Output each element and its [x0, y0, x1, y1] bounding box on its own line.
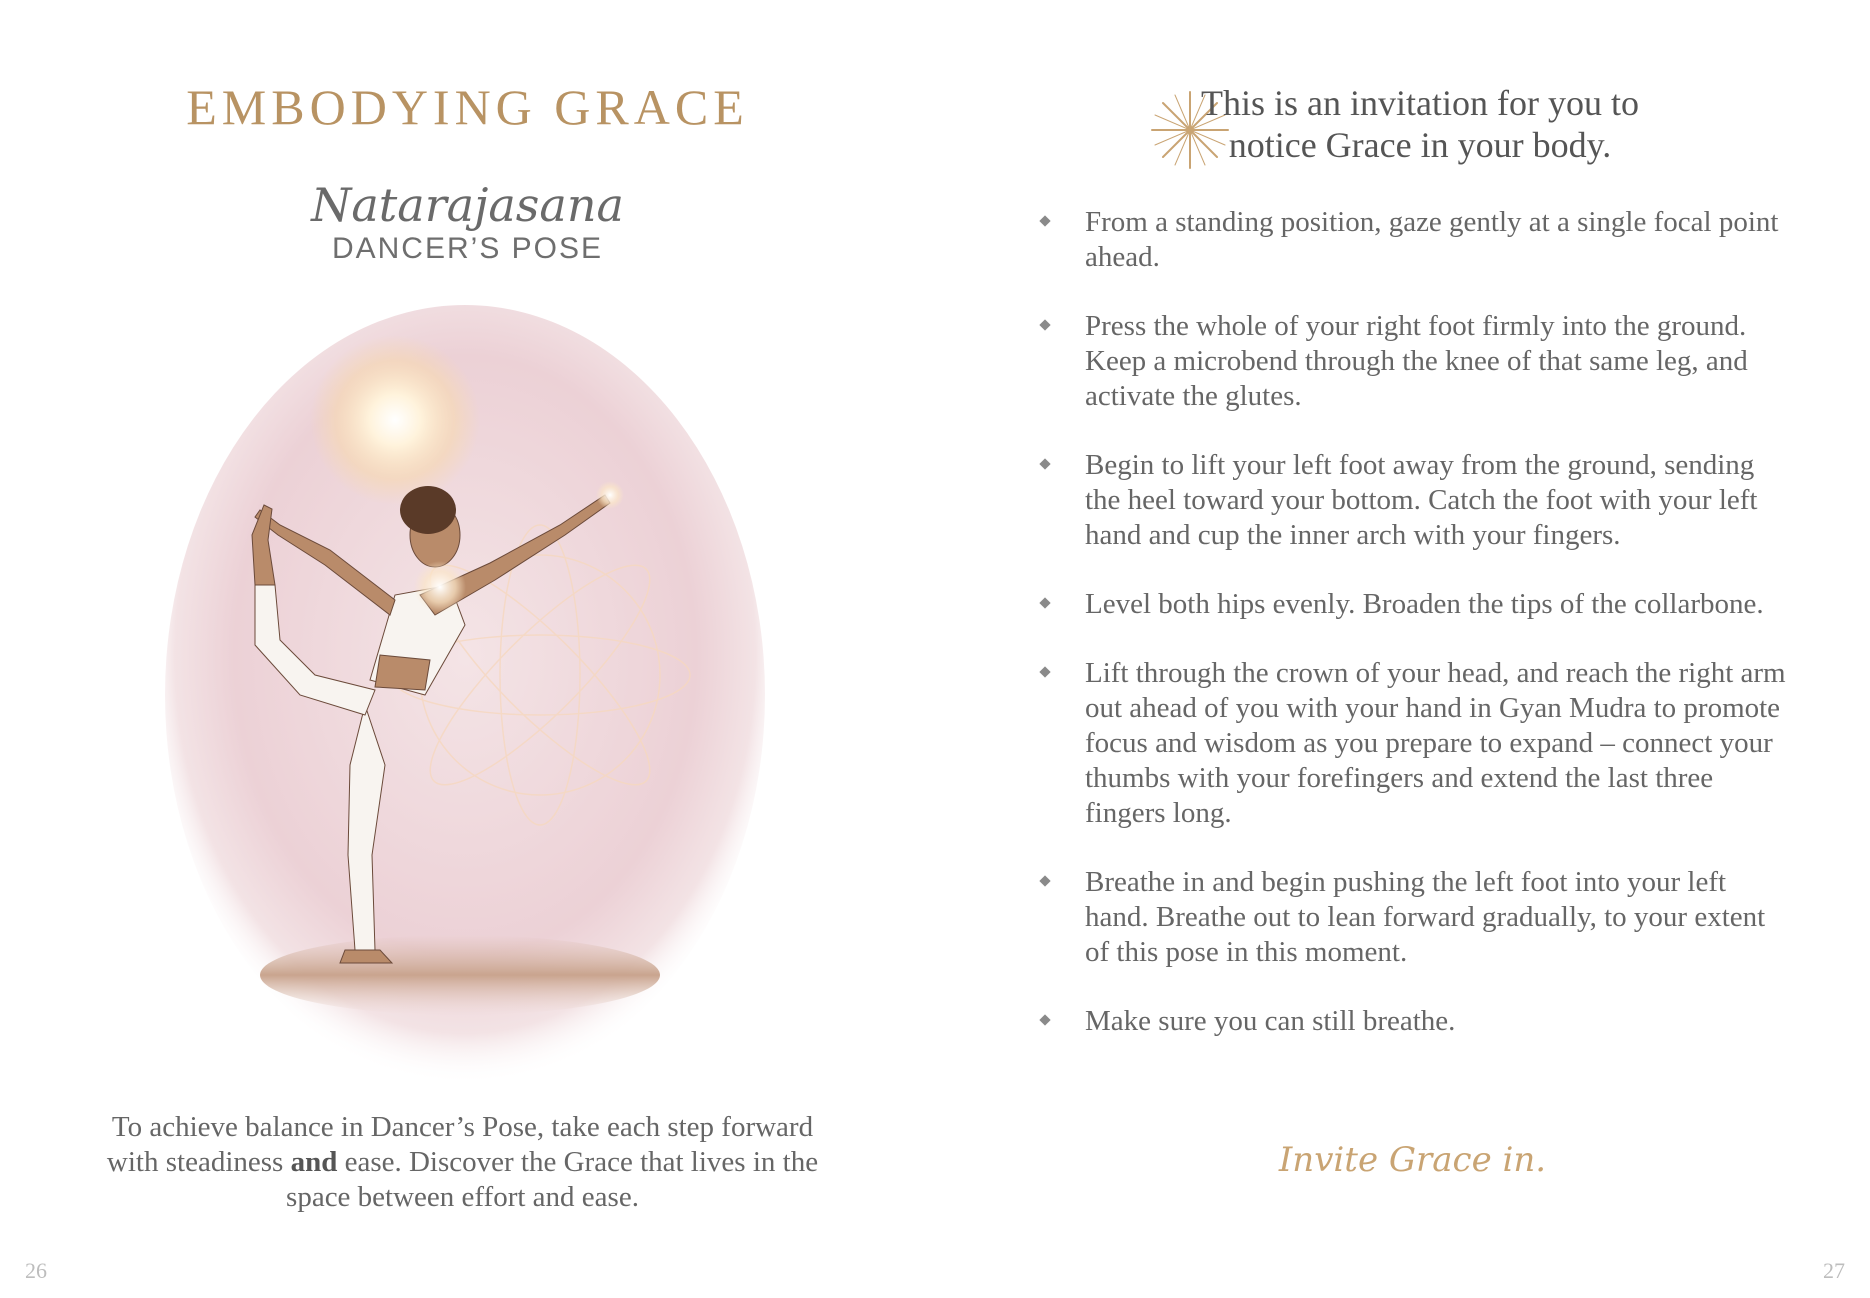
step-text: Breathe in and begin pushing the left foot into your left hand. Breathe out to lean forward gradually, to your extent of this pose in this moment.	[1085, 866, 1766, 968]
bullet-icon	[1039, 458, 1050, 469]
pose-steps-list	[1035, 205, 1795, 1073]
list-item	[1035, 865, 1795, 970]
pose-caption	[90, 1110, 835, 1215]
step-text: Make sure you can still breathe.	[1085, 1005, 1456, 1037]
bullet-icon	[1039, 666, 1050, 677]
bullet-icon	[1039, 1014, 1050, 1025]
caption-text-start: To achieve balance in Dancer’s Pose, take each step forward with steadiness	[106, 1111, 814, 1178]
bullet-icon	[1039, 215, 1050, 226]
dancer-pose-illustration	[160, 295, 770, 1085]
closing-line: Invite Grace in.	[1278, 1140, 1547, 1180]
bullet-icon	[1039, 319, 1050, 330]
invitation-heading: This is an invitation for you to notice Grace in your body.	[1201, 83, 1639, 165]
list-item	[1035, 656, 1795, 831]
bullet-icon	[1039, 597, 1050, 608]
list-item	[1035, 1004, 1795, 1039]
step-text: Level both hips evenly. Broaden the tips of the collarbone.	[1085, 588, 1764, 620]
bullet-icon	[1039, 875, 1050, 886]
page-number-right: 27	[1823, 1258, 1845, 1283]
list-item	[1035, 205, 1795, 275]
sanskrit-pose-name: Natarajasana	[311, 178, 624, 232]
caption-bold-word: and	[290, 1146, 338, 1178]
step-text: Press the whole of your right foot firmly into the ground. Keep a microbend through the knee of that same leg, and activate the glutes.	[1085, 310, 1748, 412]
list-item	[1035, 309, 1795, 414]
step-text: Begin to lift your left foot away from the ground, sending the heel toward your bottom. Catch the foot with your left hand and cup the inner arch with your fingers.	[1085, 449, 1758, 551]
step-text: From a standing position, gaze gently at a single focal point ahead.	[1085, 206, 1779, 273]
page-title: EMBODYING GRACE	[186, 79, 749, 135]
list-item	[1035, 448, 1795, 553]
step-text: Lift through the crown of your head, and reach the right arm out ahead of you with your hand in Gyan Mudra to promote focus and wisdom as you prepare to expand – connect your thumbs with your forefingers and extend the last three fingers long.	[1085, 657, 1786, 829]
page-number-left: 26	[25, 1258, 47, 1283]
pose-name: DANCER’S POSE	[331, 232, 604, 265]
list-item	[1035, 587, 1795, 622]
right-page	[935, 0, 1870, 1298]
caption-text-end: ease. Discover the Grace that lives in the space between effort and ease.	[286, 1146, 819, 1213]
